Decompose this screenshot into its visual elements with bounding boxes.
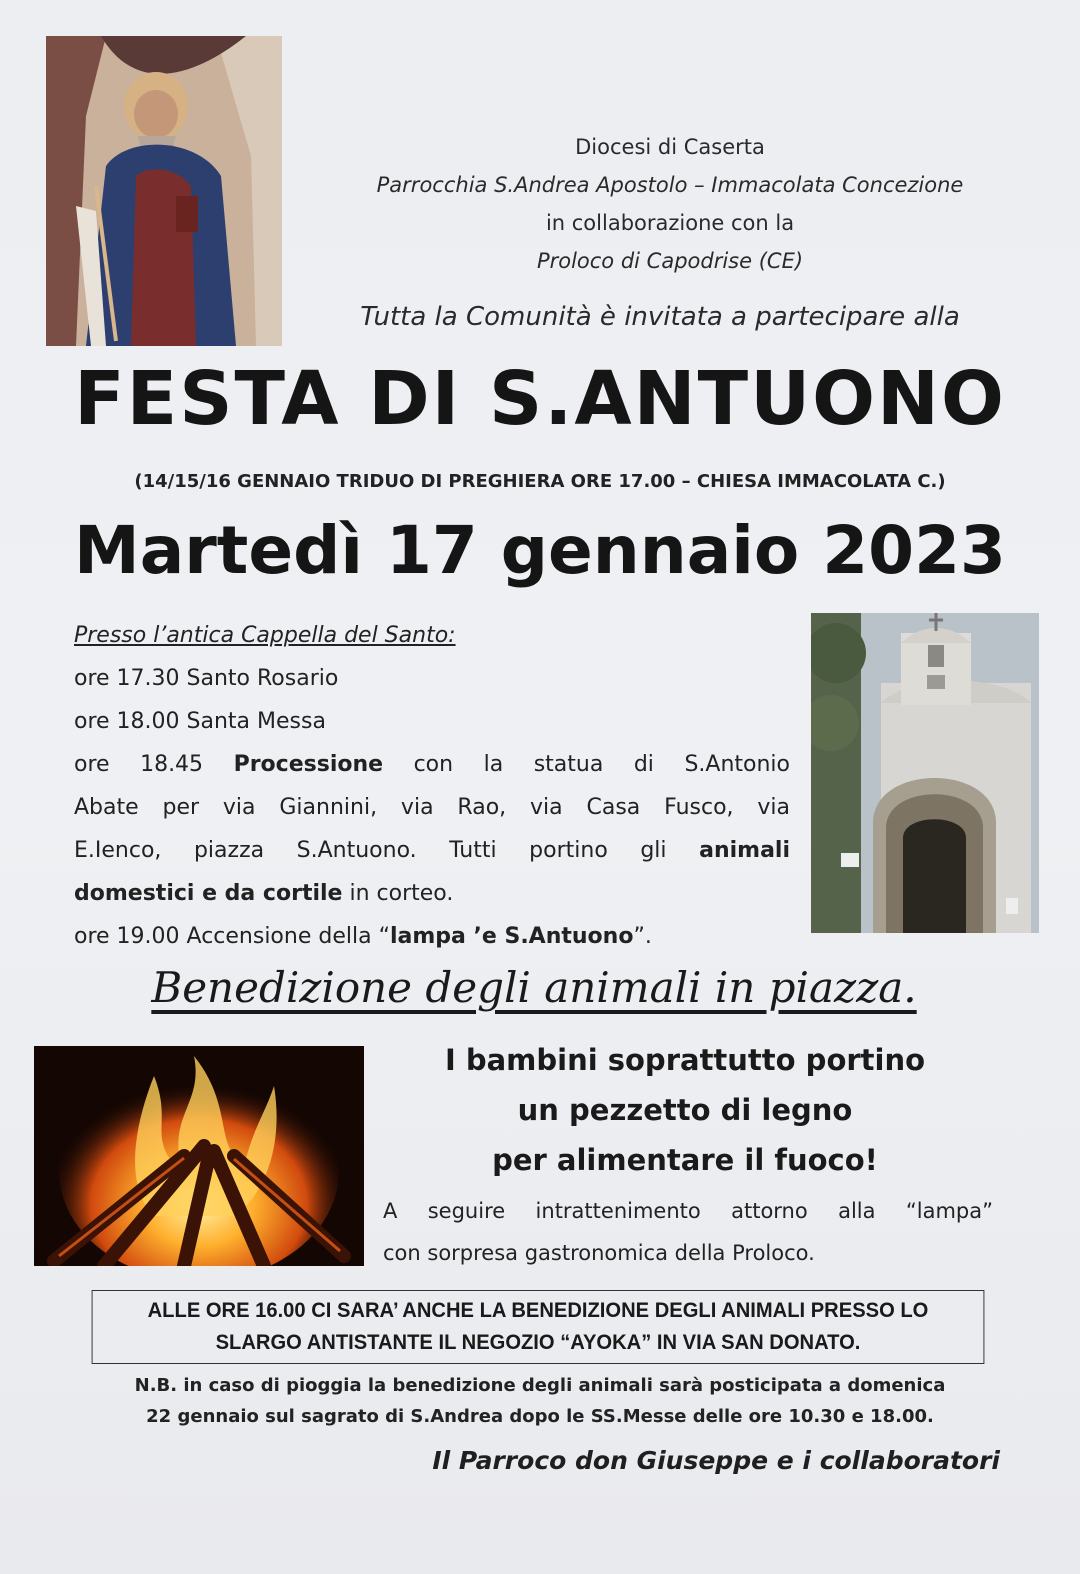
schedule-item-lampa: [74, 915, 790, 958]
signature: Il Parroco don Giuseppe e i collaboratori: [432, 1446, 1000, 1475]
proloco-line: Proloco di Capodrise (CE): [536, 249, 804, 273]
rain-note-line-2: 22 gennaio sul sagrato di S.Andrea dopo le SS.Messe delle ore 10.30 e 18.00.: [146, 1406, 934, 1427]
event-date: Martedì 17 gennaio 2023: [74, 512, 1006, 589]
invitation-line: Tutta la Comunità è invitata a partecipare alla: [360, 302, 960, 332]
boxed-notice: [92, 1290, 985, 1364]
event-title: FESTA DI S.ANTUONO: [74, 356, 1006, 442]
procession-route-line-2: [74, 829, 790, 872]
in-procession-text: in corteo.: [342, 881, 454, 906]
program-location: Presso l’antica Cappella del Santo:: [74, 623, 456, 648]
procession-time: ore 18.45: [74, 752, 234, 777]
saint-antonio-painting: [46, 36, 282, 346]
schedule-item-procession: [74, 743, 790, 786]
animals-bold: animali: [699, 838, 790, 863]
procession-desc: con la statua di S.Antonio: [383, 752, 790, 777]
entertainment-line-1: A seguire intrattenimento attorno alla “lampa”: [383, 1199, 993, 1223]
children-message: [395, 1035, 975, 1185]
diocese-line: Diocesi di Caserta: [575, 135, 765, 159]
organizers-header: [300, 128, 1040, 280]
children-line-2: un pezzetto di legno: [517, 1093, 853, 1127]
rain-note-line-1: N.B. in caso di pioggia la benedizione degli animali sarà posticipata a domenica: [134, 1375, 946, 1396]
collaboration-line: in collaborazione con la: [545, 211, 795, 235]
children-line-1: I bambini soprattutto portino: [444, 1043, 926, 1077]
schedule-item-rosary: ore 17.30 Santo Rosario: [74, 666, 339, 691]
chapel-photo: [811, 613, 1039, 933]
triduo-note: (14/15/16 GENNAIO TRIDUO DI PREGHIERA ORE 17.00 – CHIESA IMMACOLATA C.): [134, 471, 946, 492]
lampa-close: ”.: [633, 924, 652, 949]
program-schedule: [74, 614, 790, 958]
procession-label: Processione: [233, 752, 384, 777]
schedule-item-mass: ore 18.00 Santa Messa: [74, 709, 326, 734]
procession-route-line: Abate per via Giannini, via Rao, via Casa Fusco, via: [74, 795, 790, 820]
lampa-time: ore 19.00 Accensione della “: [74, 924, 390, 949]
children-line-3: per alimentare il fuoco!: [492, 1143, 878, 1177]
parish-line: Parrocchia S.Andrea Apostolo – Immacolata Concezione: [376, 173, 964, 197]
rain-note: [60, 1370, 1020, 1432]
notice-line-1: ALLE ORE 16.00 CI SARA’ ANCHE LA BENEDIZIONE DEGLI ANIMALI PRESSO LO: [147, 1299, 929, 1322]
entertainment-note: [383, 1190, 993, 1274]
entertainment-line-2: con sorpresa gastronomica della Proloco.: [383, 1241, 815, 1265]
lampa-name: lampa ’e S.Antuono: [389, 924, 634, 949]
bonfire-photo: [34, 1046, 364, 1266]
procession-animals-line: [74, 872, 790, 915]
blessing-headline: Benedizione degli animali in piazza.: [151, 963, 917, 1012]
procession-route-text: E.Ienco, piazza S.Antuono. Tutti portino gli: [74, 838, 700, 863]
notice-line-2: SLARGO ANTISTANTE IL NEGOZIO “AYOKA” IN VIA SAN DONATO.: [215, 1331, 861, 1354]
domestic-animals-bold: domestici e da cortile: [74, 881, 343, 906]
